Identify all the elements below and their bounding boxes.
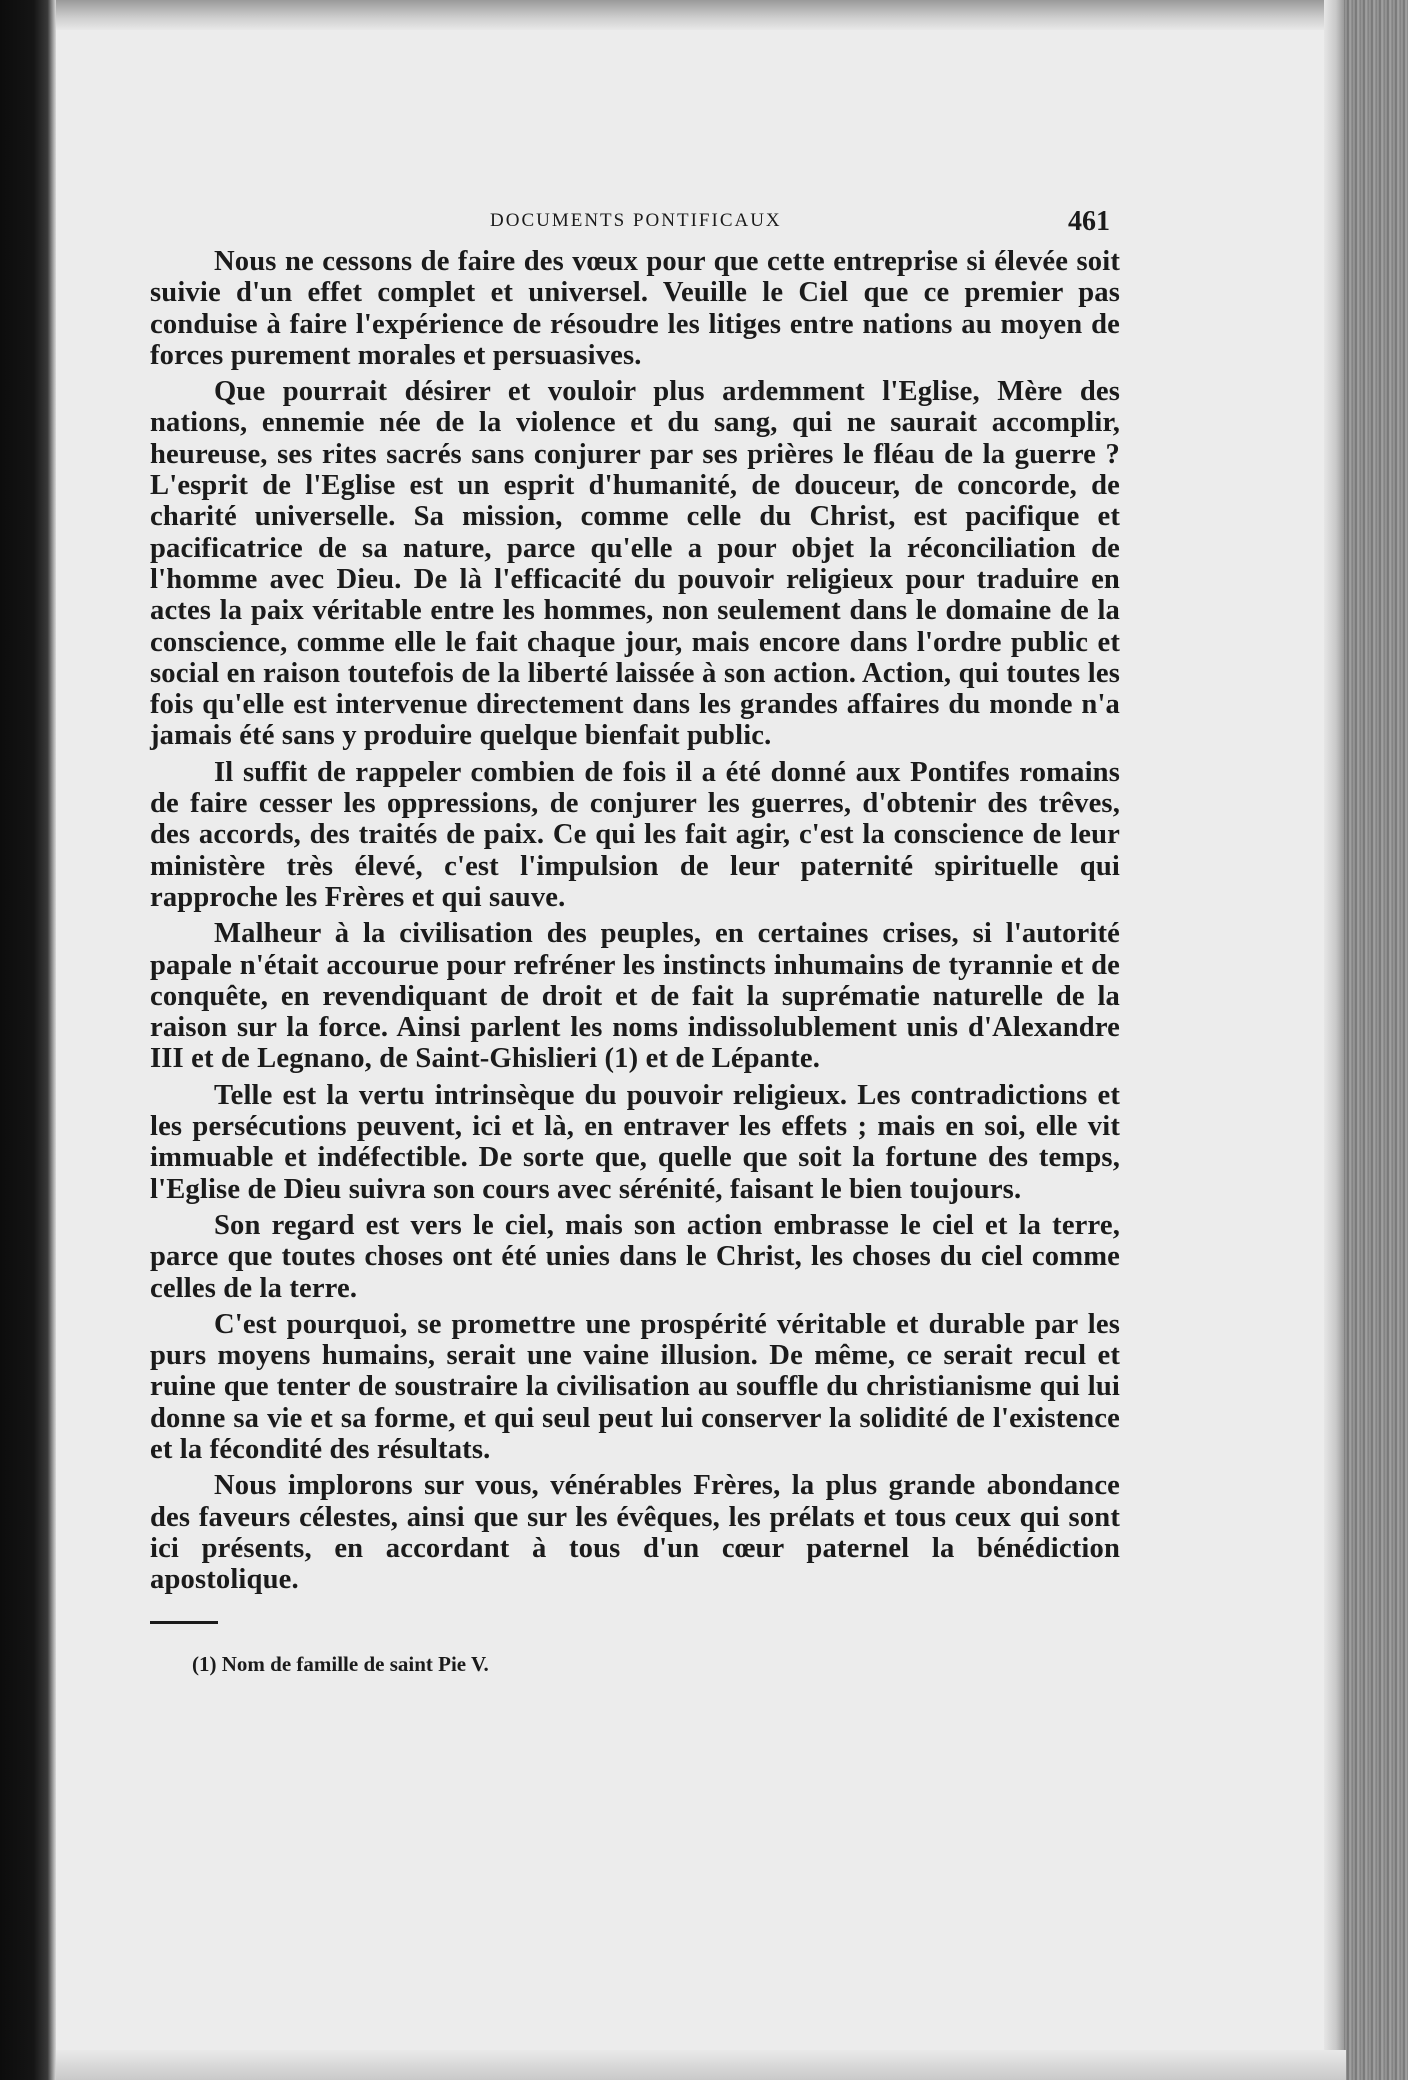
page-top-edge: [56, 0, 1346, 30]
paragraph: Son regard est vers le ciel, mais son action embrasse le ciel et la terre, parce que toutes choses ont été unies dans le Christ, les choses du ciel comme celles de la terre.: [150, 1209, 1120, 1304]
paragraph: Nous implorons sur vous, vénérables Frères, la plus grande abondance des faveurs célestes, ainsi que sur les évêques, les prélats et tous ceux qui sont ici présents, en accordant à tous d'un cœur paternel la bénédiction apostolique.: [150, 1470, 1120, 1596]
page-number: 461: [1068, 206, 1110, 237]
body-text: [150, 246, 1120, 1595]
paragraph: Malheur à la civilisation des peuples, en certaines crises, si l'autorité papale n'était accourue pour refréner les instincts inhumains de tyrannie et de conquête, en revendiquant de droit et de fait la suprématie naturelle de la raison sur la force. Ainsi parlent les noms indissolublement unis d'Alexandre III et de Legnano, de Saint-Ghislieri (1) et de Lépante.: [150, 918, 1120, 1075]
page-edge-shadow: [1324, 0, 1344, 2080]
footnote-rule: [150, 1621, 218, 1624]
running-head: [150, 200, 1120, 246]
book-page: [150, 200, 1120, 1677]
paragraph: C'est pourquoi, se promettre une prospérité véritable et durable par les purs moyens humains, serait une vaine illusion. De même, ce serait recul et ruine que tenter de soustraire la civilisation au souffle du christianisme qui lui donne sa vie et sa forme, et qui seul peut lui conserver la solidité de l'existence et la fécondité des résultats.: [150, 1308, 1120, 1465]
footnote: (1) Nom de famille de saint Pie V.: [192, 1652, 489, 1677]
book-gutter-shadow: [0, 0, 56, 2080]
paragraph: Que pourrait désirer et vouloir plus ardemment l'Eglise, Mère des nations, ennemie née de la violence et du sang, qui ne saurait accomplir, heureuse, ses rites sacrés sans conjurer par ses prières le fléau de la guerre ? L'esprit de l'Eglise est un esprit d'humanité, de douceur, de concorde, de charité universelle. Sa mission, comme celle du Christ, est pacifique et pacificatrice de sa nature, parce qu'elle a pour objet la réconciliation de l'homme avec Dieu. De là l'efficacité du pouvoir religieux pour traduire en actes la paix véritable entre les hommes, non seulement dans le domaine de la conscience, comme elle le fait chaque jour, mais encore dans l'ordre public et social en raison toutefois de la liberté laissée à son action. Action, qui toutes les fois qu'elle est intervenue directement dans les grandes affaires du monde n'a jamais été sans y produire quelque bienfait public.: [150, 376, 1120, 752]
paragraph: Telle est la vertu intrinsèque du pouvoir religieux. Les contradictions et les persécutions peuvent, ici et là, en entraver les effets ; mais en soi, elle vit immuable et indéfectible. De sorte que, quelle que soit la fortune des temps, l'Eglise de Dieu suivra son cours avec sérénité, faisant le bien toujours.: [150, 1079, 1120, 1205]
paragraph: Nous ne cessons de faire des vœux pour que cette entreprise si élevée soit suivie d'un effet complet et universel. Veuille le Ciel que ce premier pas conduise à faire l'expérience de résoudre les litiges entre nations au moyen de forces purement morales et persuasives.: [150, 246, 1120, 371]
page-bottom-edge: [56, 2050, 1346, 2080]
paragraph: Il suffit de rappeler combien de fois il a été donné aux Pontifes romains de faire cesser les oppressions, de conjurer les guerres, d'obtenir des trêves, des accords, des traités de paix. Ce qui les fait agir, c'est la conscience de leur ministère très élevé, c'est l'impulsion de leur paternité spirituelle qui rapproche les Frères et qui sauve.: [150, 756, 1120, 913]
book-page-stack-edge: [1344, 0, 1408, 2080]
running-title: DOCUMENTS PONTIFICAUX: [490, 210, 782, 231]
